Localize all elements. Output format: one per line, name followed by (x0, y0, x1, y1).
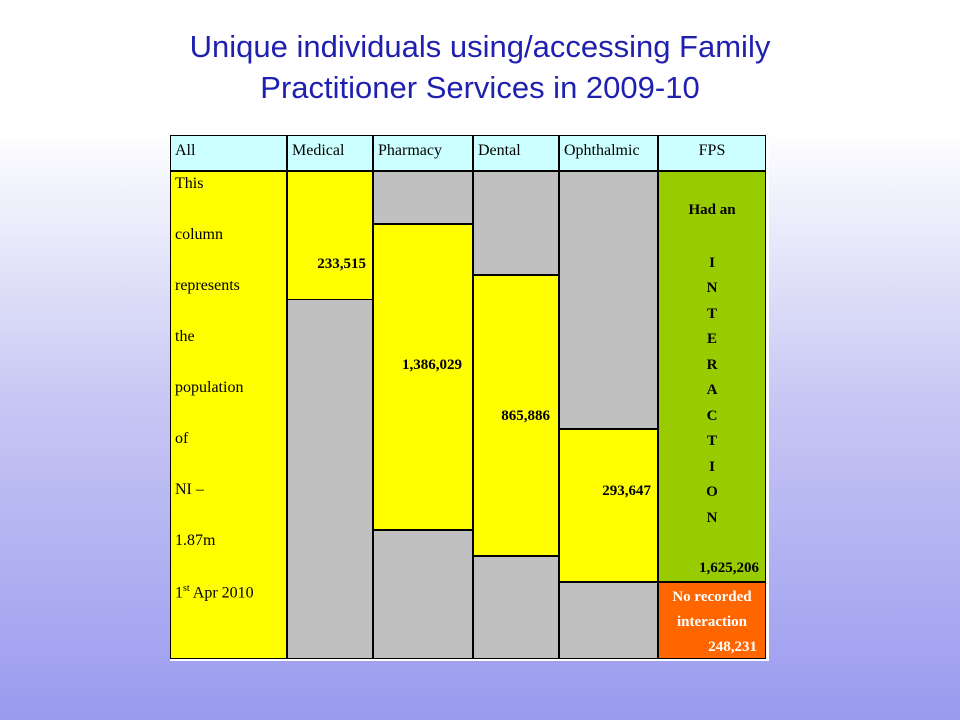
all-line-5: population (175, 379, 244, 396)
dental-not-used-bottom-cell (473, 556, 559, 659)
dental-used-cell (473, 275, 559, 556)
fps-no-interaction-cell (658, 582, 766, 659)
pharmacy-not-used-bottom-cell (373, 530, 473, 659)
ophthalmic-not-used-bottom-cell (559, 582, 658, 659)
ophthalmic-used-cell (559, 429, 658, 582)
medical-used-cell (287, 171, 373, 300)
all-line-date (175, 583, 254, 602)
dental-not-used-top-cell (473, 171, 559, 275)
all-population-cell (170, 171, 287, 659)
date-rest: Apr 2010 (189, 584, 254, 602)
title-line-1: Unique individuals using/accessing Family (189, 29, 771, 64)
interaction-letter: T (706, 433, 717, 449)
interaction-letter: E (706, 331, 717, 347)
all-line-2: column (175, 226, 223, 243)
pharmacy-value: 1,386,029 (402, 357, 462, 373)
header-fps: FPS (658, 135, 766, 171)
no-recorded-line-1: No recorded (672, 589, 752, 605)
all-line-6: of (175, 430, 189, 447)
all-line-1: This (175, 175, 204, 192)
interaction-letter: A (706, 382, 718, 398)
dental-value: 865,886 (501, 408, 550, 424)
interaction-letter: T (706, 306, 717, 322)
all-line-8: 1.87m (175, 532, 216, 549)
header-medical: Medical (287, 135, 373, 171)
header-ophthalmic: Ophthalmic (559, 135, 658, 171)
ophthalmic-value: 293,647 (602, 483, 651, 499)
title-line-2: Practitioner Services in 2009-10 (260, 70, 700, 105)
date-ordinal: st (183, 583, 190, 594)
interaction-letter: N (706, 280, 718, 296)
medical-not-used-cell (287, 300, 373, 659)
page-title (0, 26, 960, 108)
had-an-label: Had an (688, 202, 736, 218)
header-all: All (170, 135, 287, 171)
pharmacy-used-cell (373, 224, 473, 530)
medical-value: 233,515 (317, 256, 366, 272)
all-line-3: represents (175, 277, 240, 294)
interaction-letter: C (706, 408, 718, 424)
fps-interaction-cell (658, 171, 766, 582)
date-day: 1 (175, 584, 183, 602)
pharmacy-not-used-top-cell (373, 171, 473, 224)
fps-usage-diagram (170, 132, 769, 661)
all-line-4: the (175, 328, 195, 345)
no-recorded-line-2: interaction (677, 614, 747, 630)
interaction-letter: R (706, 357, 718, 373)
header-pharmacy: Pharmacy (373, 135, 473, 171)
ophthalmic-not-used-top-cell (559, 171, 658, 429)
interaction-letter: I (709, 255, 715, 271)
header-dental: Dental (473, 135, 559, 171)
interaction-letter: I (709, 459, 715, 475)
interaction-count: 1,625,206 (699, 560, 759, 576)
no-recorded-count: 248,231 (708, 639, 757, 655)
all-line-7: NI – (175, 481, 204, 498)
interaction-letter: O (706, 484, 718, 500)
interaction-letter: N (706, 510, 718, 526)
